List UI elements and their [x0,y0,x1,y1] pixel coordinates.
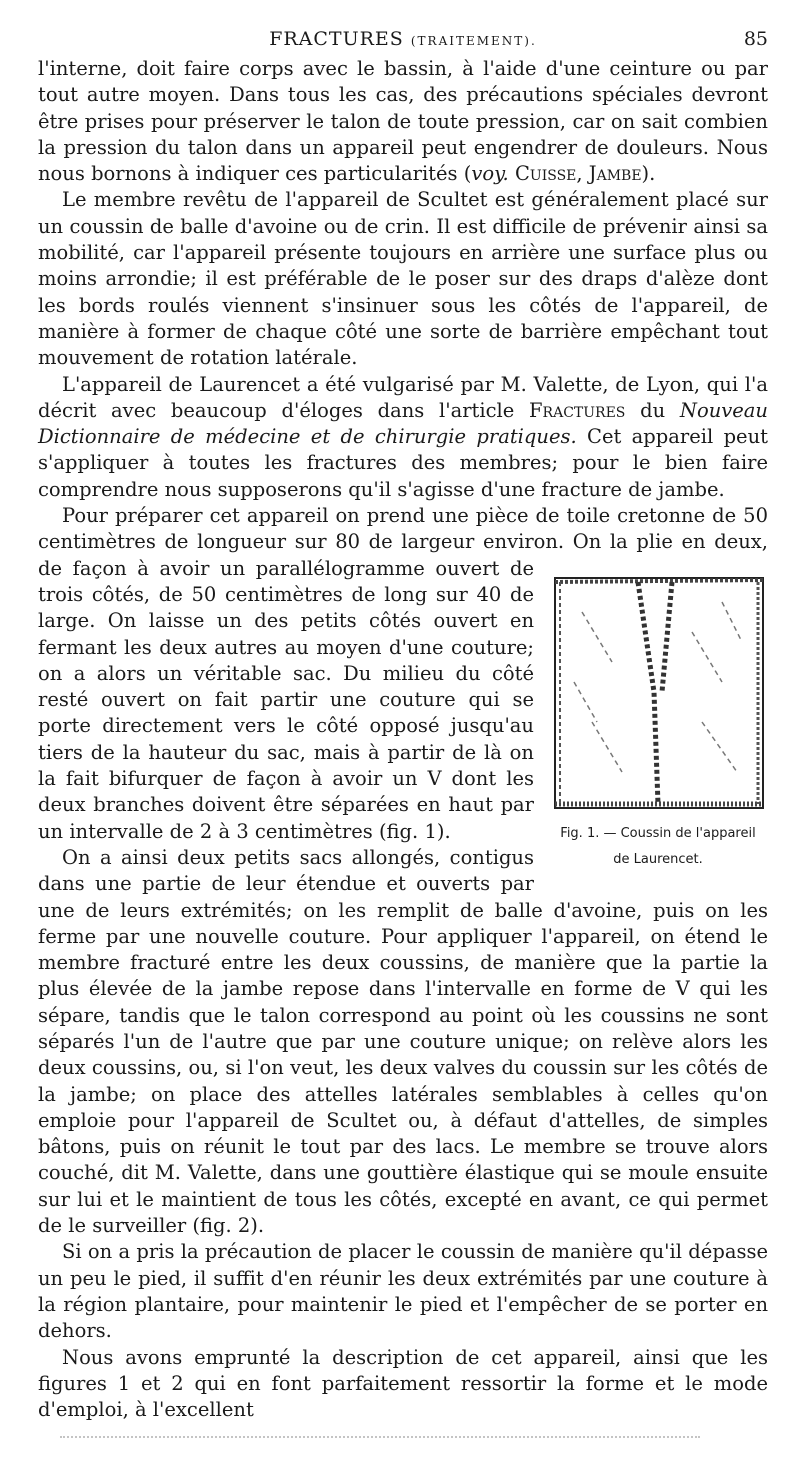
figure-1 [548,572,768,871]
cushion-illustration-icon [552,572,766,818]
paragraph-7: Nous avons emprunté la description de cet appareil, ainsi que les figures 1 et 2 qui en font parfaitement ressortir la forme et le mode d'emploi, à l'excellent [38,1345,768,1422]
figure-caption: Fig. 1. — Coussin de l'appareil de Laurencet. [560,825,756,867]
header-title: FRACTURES (TRAITEMENT). [269,28,537,50]
paragraph-4: Pour préparer cet appareil on prend une pièce de toile cretonne de 50 centimètres de longueur sur 80 de largeur environ. Fig. 1. — Coussin de l'appareil de Laurencet. On la plie en deux, de façon à avoir un parallélogramme ouvert de trois côtés, de 50 centimètres de long sur 40 de large. On laisse un des petits côtés ouvert en fermant les deux autres au moyen d'une couture; on a alors un véritable sac. Du milieu du côté resté ouvert on fait partir une couture qui se porte directement vers le côté opposé jusqu'au tiers de la hauteur du sac, mais à partir de là on la fait bifurquer de façon à avoir un V dont les deux branches doivent être séparées en haut par un intervalle de 2 à 3 centimètres (fig. 1). [38,503,768,845]
paragraph-6: Si on a pris la précaution de placer le coussin de manière qu'il dépasse un peu le pied, il suffit d'en réunir les deux extrémités par une couture à la région plantaire, pour maintenir le pied et l'empêcher de se porter en dehors. [38,1240,768,1343]
running-header [38,28,768,56]
page-number: 85 [743,28,768,50]
paragraph-5: On a ainsi deux petits sacs allongés, contigus dans une partie de leur étendue et ouverts par une de leurs extrémités; on les remplit de balle d'avoine, puis on les ferme par une nouvelle couture. Pour appliquer l'appareil, on étend le membre fracturé entre les deux coussins, de manière que la partie la plus élevée de la jambe repose dans l'intervalle en forme de V qui les sépare, tandis que le talon correspond au point où les coussins ne sont séparés l'un de l'autre que par une couture unique; on relève alors les deux coussins, ou, si l'on veut, les deux valves du coussin sur les côtés de la jambe; on place des attelles latérales semblables à celles qu'on emploie pour l'appareil de Scultet ou, à défaut d'attelles, de simples bâtons, puis on réunit le tout par des lacs. Le membre se trouve alors couché, dit M. Valette, dans une gouttière élastique qui se moule ensuite sur lui et le maintient de tous les côtés, excepté en avant, ce qui permet de le surveiller (fig. 2). [38,845,768,1238]
paragraph-3: L'appareil de Laurencet a été vulgarisé par M. Valette, de Lyon, qui l'a décrit avec beaucoup d'éloges dans l'article Fractures du Nouveau Dictionnaire de médecine et de chirurgie pratiques. Cet appareil peut s'appliquer à toutes les fractures des membres; pour le bien faire comprendre nous supposerons qu'il s'agisse d'une fracture de jambe. [38,372,768,501]
paragraph-1: l'interne, doit faire corps avec le bassin, à l'aide d'une ceinture ou par tout autre moyen. Dans tous les cas, des précautions spéciales devront être prises pour préserver le talon de toute pression, car on sait combien la pression du talon dans un appareil peut engendrer de douleurs. Nous nous bornons à indiquer ces particularités (voy. Cuisse, Jambe). [38,57,768,186]
book-page [38,28,768,1423]
scan-artifact-divider [60,1436,700,1440]
paragraph-2: Le membre revêtu de l'appareil de Scultet est généralement placé sur un coussin de balle d'avoine ou de crin. Il est difficile de prévenir ainsi sa mobilité, car l'appareil présente toujours en arrière une surface plus ou moins arrondie; il est préférable de le poser sur des draps d'alèze dont les bords roulés viennent s'insinuer sous les côtés de l'appareil, de manière à former de chaque côté une sorte de barrière empêchant tout mouvement de rotation latérale. [38,188,768,370]
